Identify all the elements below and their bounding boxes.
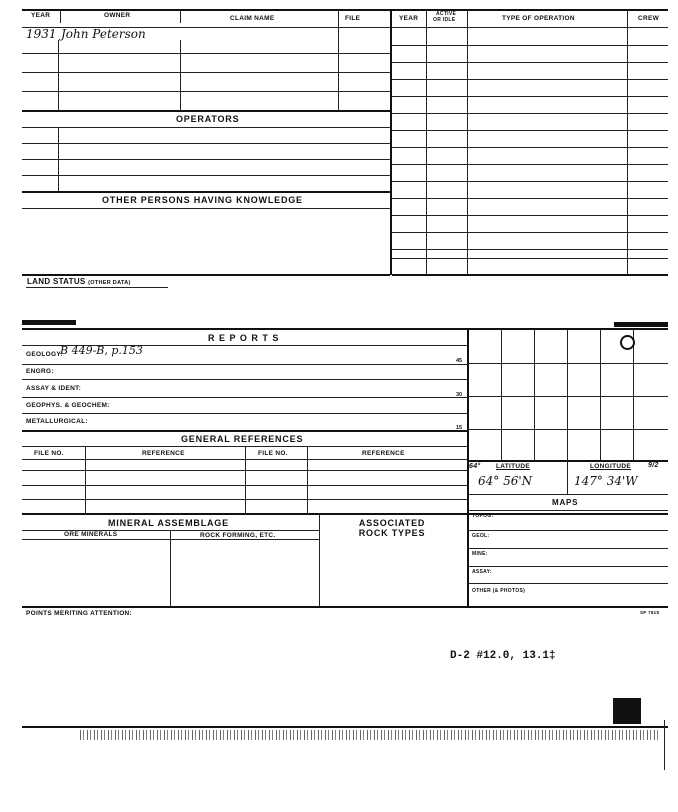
divider bbox=[338, 9, 339, 111]
lat-prefix: 64° bbox=[469, 463, 481, 470]
row-line bbox=[22, 379, 468, 380]
location-marker-icon bbox=[620, 335, 635, 350]
land-status-note: (OTHER DATA) bbox=[88, 280, 131, 286]
header-ore-minerals: ORE MINERALS bbox=[64, 531, 118, 538]
scan-mark bbox=[22, 320, 76, 325]
row-line bbox=[22, 364, 468, 365]
row-line bbox=[22, 485, 468, 486]
map-assay-label: ASSAY: bbox=[472, 569, 492, 575]
divider bbox=[245, 446, 246, 514]
land-status-title bbox=[27, 277, 131, 286]
report-scale-45: 45 bbox=[456, 358, 463, 364]
divider bbox=[426, 9, 427, 275]
grid-line bbox=[468, 429, 668, 430]
row-line bbox=[392, 62, 668, 63]
row-line bbox=[22, 208, 390, 209]
row-line bbox=[22, 470, 468, 471]
row-line bbox=[22, 513, 668, 515]
row-line bbox=[22, 72, 390, 73]
row-line bbox=[468, 548, 668, 549]
row-line bbox=[22, 143, 390, 144]
form-code: SP 7818 bbox=[640, 610, 660, 615]
header-crew: CREW bbox=[638, 15, 660, 22]
row-line bbox=[22, 430, 468, 432]
row-line bbox=[392, 181, 668, 182]
grid-line bbox=[633, 330, 634, 460]
gr-header-reference-2: REFERENCE bbox=[362, 450, 405, 457]
grid-line bbox=[534, 330, 535, 460]
map-geol-label: GEOL: bbox=[472, 533, 490, 539]
divider bbox=[567, 460, 568, 494]
divider bbox=[180, 9, 181, 23]
row-line bbox=[392, 130, 668, 131]
row-line bbox=[392, 79, 668, 80]
divider bbox=[170, 530, 171, 606]
map-mine-label: MINE: bbox=[472, 551, 488, 557]
mineral-assemblage-title: MINERAL ASSEMBLAGE bbox=[108, 518, 229, 528]
row-line bbox=[22, 539, 320, 540]
grid-line bbox=[468, 363, 668, 364]
gr-header-file-no-2: FILE NO. bbox=[258, 450, 288, 457]
row-line bbox=[392, 113, 668, 114]
row-line bbox=[392, 198, 668, 199]
top-border bbox=[22, 9, 668, 11]
divider bbox=[58, 40, 59, 110]
maps-title: MAPS bbox=[552, 498, 579, 507]
divider bbox=[319, 514, 320, 606]
typed-note: D-2 #12.0, 13.1‡ bbox=[450, 650, 556, 662]
longitude-value: 147° 34'W bbox=[574, 474, 638, 488]
header-underline bbox=[22, 27, 668, 28]
grid-line bbox=[567, 330, 568, 460]
divider bbox=[85, 446, 86, 514]
row-line bbox=[22, 110, 390, 112]
entry-year: 1931 bbox=[26, 27, 57, 41]
row-line bbox=[22, 91, 390, 92]
row-line bbox=[392, 96, 668, 97]
row-line bbox=[22, 413, 468, 414]
land-status-label: LAND STATUS bbox=[27, 277, 86, 286]
header-year-2: YEAR bbox=[399, 15, 419, 22]
reports-title: R E P O R T S bbox=[208, 333, 280, 343]
latitude-label: LATITUDE bbox=[496, 463, 531, 470]
entry-owner: John Peterson bbox=[61, 27, 146, 41]
row-line bbox=[468, 494, 668, 495]
report-assay-label: ASSAY & IDENT: bbox=[26, 385, 82, 392]
edge-line bbox=[664, 720, 665, 770]
header-active-idle: OR IDLE bbox=[433, 17, 456, 23]
report-engrg-label: ENGRG: bbox=[26, 368, 54, 375]
row-line bbox=[468, 530, 668, 531]
divider bbox=[467, 9, 468, 275]
row-line bbox=[392, 232, 668, 233]
header-year: YEAR bbox=[31, 12, 51, 19]
header-type-of-operation: TYPE OF OPERATION bbox=[502, 15, 575, 22]
associated-rock-types-title: ASSOCIATED ROCK TYPES bbox=[358, 518, 426, 538]
header-active: ACTIVE bbox=[436, 11, 457, 17]
row-line bbox=[22, 606, 668, 608]
grid-line bbox=[600, 330, 601, 460]
scan-mark bbox=[614, 322, 668, 327]
header-claim-name: CLAIM NAME bbox=[230, 15, 275, 22]
operators-title: OPERATORS bbox=[176, 114, 240, 124]
map-other-label: OTHER (& PHOTOS) bbox=[472, 588, 526, 594]
row-line bbox=[392, 274, 668, 276]
report-geology-value: B 449-B, p.153 bbox=[60, 344, 143, 357]
row-line bbox=[392, 258, 668, 259]
report-scale-30: 30 bbox=[456, 392, 463, 398]
row-line bbox=[22, 191, 390, 193]
row-line bbox=[392, 164, 668, 165]
bottom-border bbox=[22, 726, 668, 728]
report-geophys-label: GEOPHYS. & GEOCHEM: bbox=[26, 402, 110, 409]
land-status-underline bbox=[26, 287, 168, 288]
reports-top-border bbox=[22, 328, 668, 330]
center-divider bbox=[390, 9, 392, 275]
header-owner: OWNER bbox=[104, 12, 131, 19]
long-suffix: 9/2 bbox=[648, 462, 659, 469]
header-rock-forming: ROCK FORMING, ETC. bbox=[200, 532, 276, 539]
latitude-value: 64° 56'N bbox=[478, 474, 533, 488]
divider bbox=[627, 9, 628, 275]
general-references-title: GENERAL REFERENCES bbox=[181, 434, 304, 444]
row-line bbox=[22, 159, 390, 160]
row-line bbox=[392, 215, 668, 216]
row-line bbox=[392, 147, 668, 148]
row-line bbox=[468, 510, 668, 511]
scan-noise bbox=[80, 730, 660, 740]
report-scale-15: 15 bbox=[456, 425, 463, 431]
row-line bbox=[468, 583, 668, 584]
gr-header-reference: REFERENCE bbox=[142, 450, 185, 457]
grid-line bbox=[468, 460, 668, 462]
registration-square bbox=[613, 698, 641, 724]
divider bbox=[60, 9, 61, 23]
row-line bbox=[392, 45, 668, 46]
row-line bbox=[468, 566, 668, 567]
grid-line bbox=[501, 330, 502, 460]
gr-header-file-no: FILE NO. bbox=[34, 450, 64, 457]
longitude-label: LONGITUDE bbox=[590, 463, 631, 470]
grid-line bbox=[468, 396, 668, 397]
row-line bbox=[22, 175, 390, 176]
row-line bbox=[392, 249, 668, 250]
other-persons-title: OTHER PERSONS HAVING KNOWLEDGE bbox=[102, 195, 303, 205]
header-file: FILE bbox=[345, 15, 361, 22]
report-geology-label: GEOLOGY: bbox=[26, 351, 63, 358]
row-line bbox=[22, 53, 390, 54]
report-metallurgical-label: METALLURGICAL: bbox=[26, 418, 88, 425]
row-line bbox=[22, 274, 390, 276]
divider bbox=[180, 40, 181, 110]
row-line bbox=[22, 499, 468, 500]
divider bbox=[307, 446, 308, 514]
row-line bbox=[22, 127, 390, 128]
row-line bbox=[22, 397, 468, 398]
points-meriting-attention-label: POINTS MERITING ATTENTION: bbox=[26, 610, 133, 617]
map-topog-label: TOPOG: bbox=[472, 513, 494, 519]
